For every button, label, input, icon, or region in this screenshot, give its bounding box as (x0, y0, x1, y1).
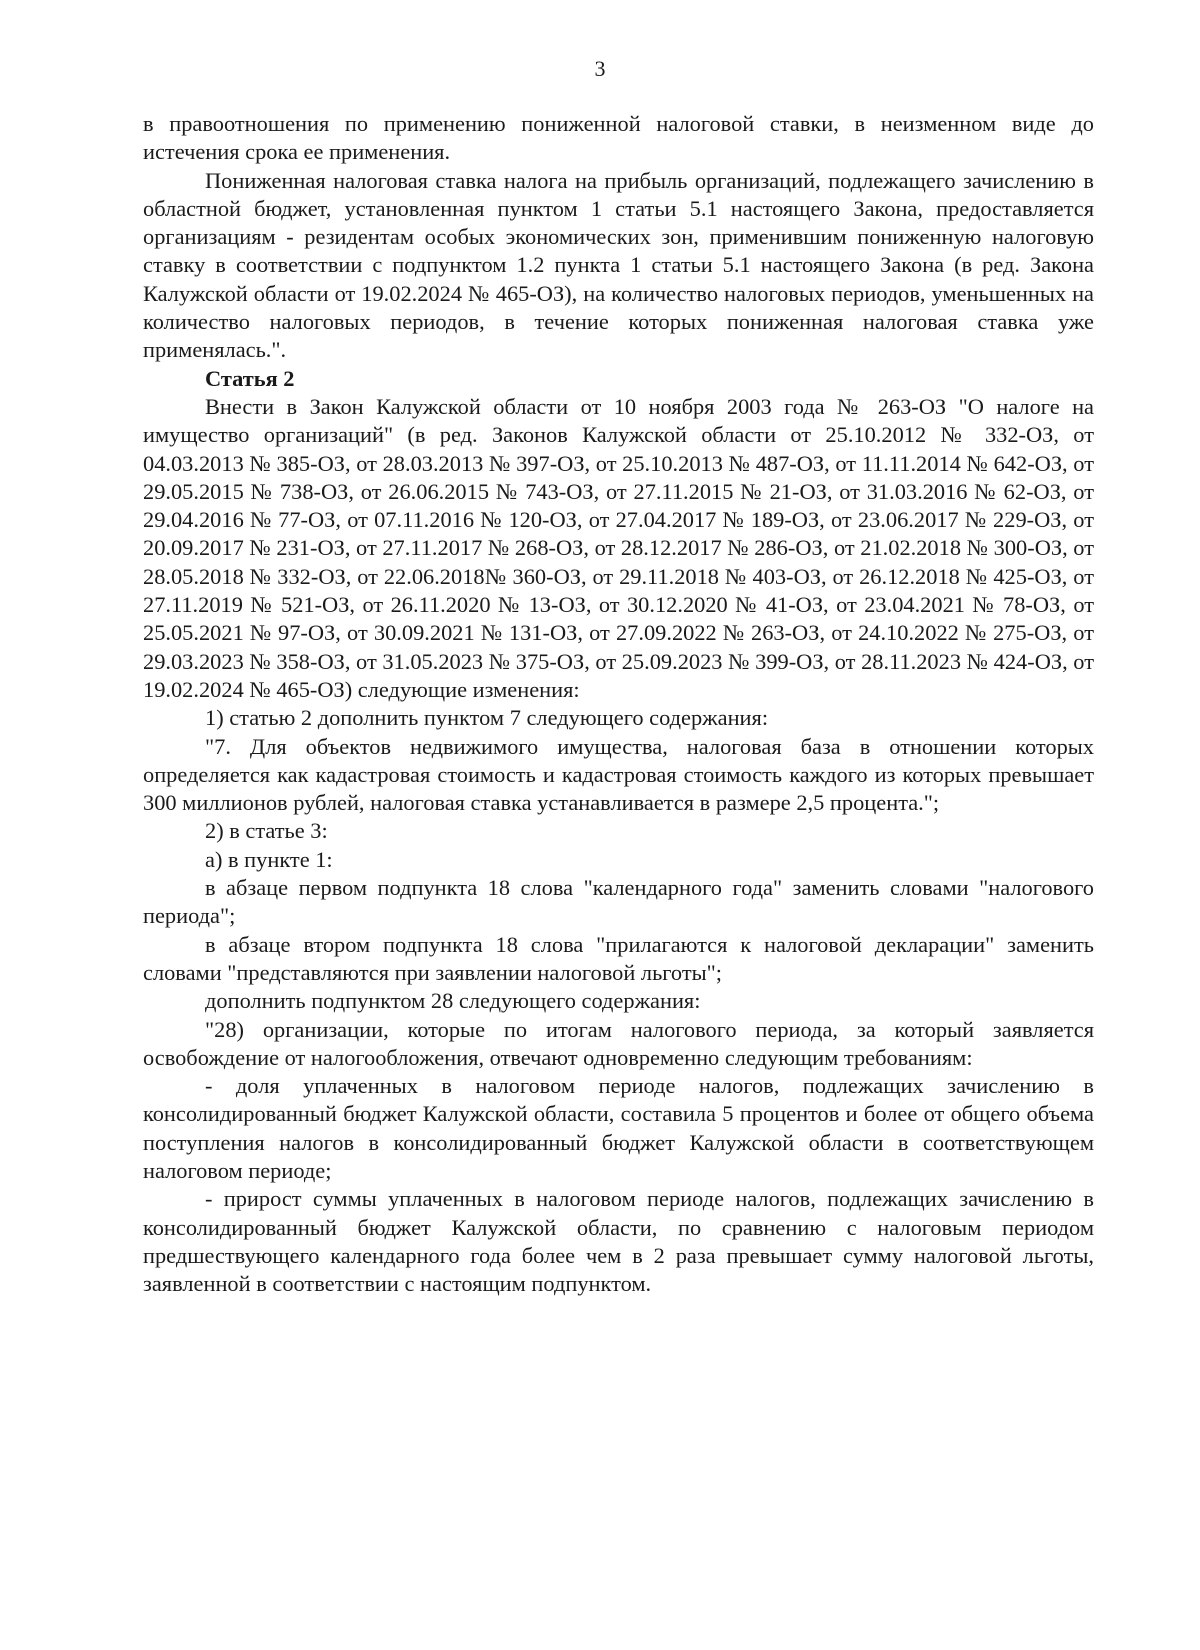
requirement-2: - прирост суммы уплаченных в налоговом периоде налогов, подлежащих зачислению в консолидированный бюджет Калужской области, по сравнению с налоговым периодом предшествующего календарного года более чем в 2 раза превышает сумму налоговой льготы, заявленной в соответствии с настоящим подпунктом. (143, 1186, 1094, 1297)
paragraph-reduced-rate: Пониженная налоговая ставка налога на прибыль организаций, подлежащего зачислению в областной бюджет, установленная пунктом 1 статьи 5.1 настоящего Закона, предоставляется организациям - резидентам особых экономических зон, применившим пониженную налоговую ставку в соответствии с подпунктом 1.2 пункта 1 статьи 5.1 настоящего Закона (в ред. Закона Калужской области от 19.02.2024 № 465-ОЗ), на количество налоговых периодов, уменьшенных на количество налоговых периодов, в течение которых пониженная налоговая ставка уже применялась.". (143, 167, 1094, 363)
paragraph-second-amendment: в абзаце втором подпункта 18 слова "прилагаются к налоговой декларации" заменить словами "представляются при заявлении налоговой льготы"; (143, 931, 1094, 985)
article-2-item-1: 1) статью 2 дополнить пунктом 7 следующего содержания: (205, 705, 769, 731)
add-subparagraph-28: дополнить подпунктом 28 следующего содержания: (205, 988, 701, 1014)
document-body (143, 110, 1094, 1298)
article-2-item-2: 2) в статье 3: (205, 818, 328, 844)
paragraph-first-amendment: в абзаце первом подпункта 18 слова "календарного года" заменить словами "налогового периода"; (143, 875, 1094, 929)
requirement-1: - доля уплаченных в налоговом периоде налогов, подлежащих зачислению в консолидированный бюджет Калужской области, составила 5 процентов и более от общего объема поступления налогов в консолидированный бюджет Калужской области в соответствующем налоговом периоде; (143, 1073, 1094, 1183)
page-number: 3 (594, 56, 606, 81)
article-2-item-1-text: "7. Для объектов недвижимого имущества, налоговая база в отношении которых определяется как кадастровая стоимость и кадастровая стоимость каждого из которых превышает 300 миллионов рублей, налоговая ставка устанавливается в размере 2,5 процента."; (143, 733, 1094, 816)
subparagraph-28: "28) организации, которые по итогам налогового периода, за который заявляется освобождение от налогообложения, отвечают одновременно следующим требованиям: (143, 1016, 1094, 1070)
intro-continuation: в правоотношения по применению пониженной налоговой ставки, в неизменном виде до истечения срока ее применения. (143, 111, 1094, 165)
article-2-item-2a: а) в пункте 1: (205, 846, 333, 872)
article-2-heading: Статья 2 (205, 365, 295, 391)
article-2-intro: Внести в Закон Калужской области от 10 ноября 2003 года № 263-ОЗ "О налоге на имущество организаций" (в ред. Законов Калужской области от 25.10.2012 № 332-ОЗ, от 04.03.2013 № 385-ОЗ, от 28.03.2013 № 397-ОЗ, от 25.10.2013 № 487-ОЗ, от 11.11.2014 № 642-ОЗ, от 29.05.2015 № 738-ОЗ, от 26.06.2015 № 743-ОЗ, от 27.11.2015 № 21-ОЗ, от 31.03.2016 № 62-ОЗ, от 29.04.2016 № 77-ОЗ, от 07.11.2016 № 120-ОЗ, от 27.04.2017 № 189-ОЗ, от 23.06.2017 № 229-ОЗ, от 20.09.2017 № 231-ОЗ, от 27.11.2017 № 268-ОЗ, от 28.12.2017 № 286-ОЗ, от 21.02.2018 № 300-ОЗ, от 28.05.2018 № 332-ОЗ, от 22.06.2018№ 360-ОЗ, от 29.11.2018 № 403-ОЗ, от 26.12.2018 № 425-ОЗ, от 27.11.2019 № 521-ОЗ, от 26.11.2020 № 13-ОЗ, от 30.12.2020 № 41-ОЗ, от 23.04.2021 № 78-ОЗ, от 25.05.2021 № 97-ОЗ, от 30.09.2021 № 131-ОЗ, от 27.09.2022 № 263-ОЗ, от 24.10.2022 № 275-ОЗ, от 29.03.2023 № 358-ОЗ, от 31.05.2023 № 375-ОЗ, от 25.09.2023 № 399-ОЗ, от 28.11.2023 № 424-ОЗ, от 19.02.2024 № 465-ОЗ) следующие изменения: (143, 393, 1094, 702)
